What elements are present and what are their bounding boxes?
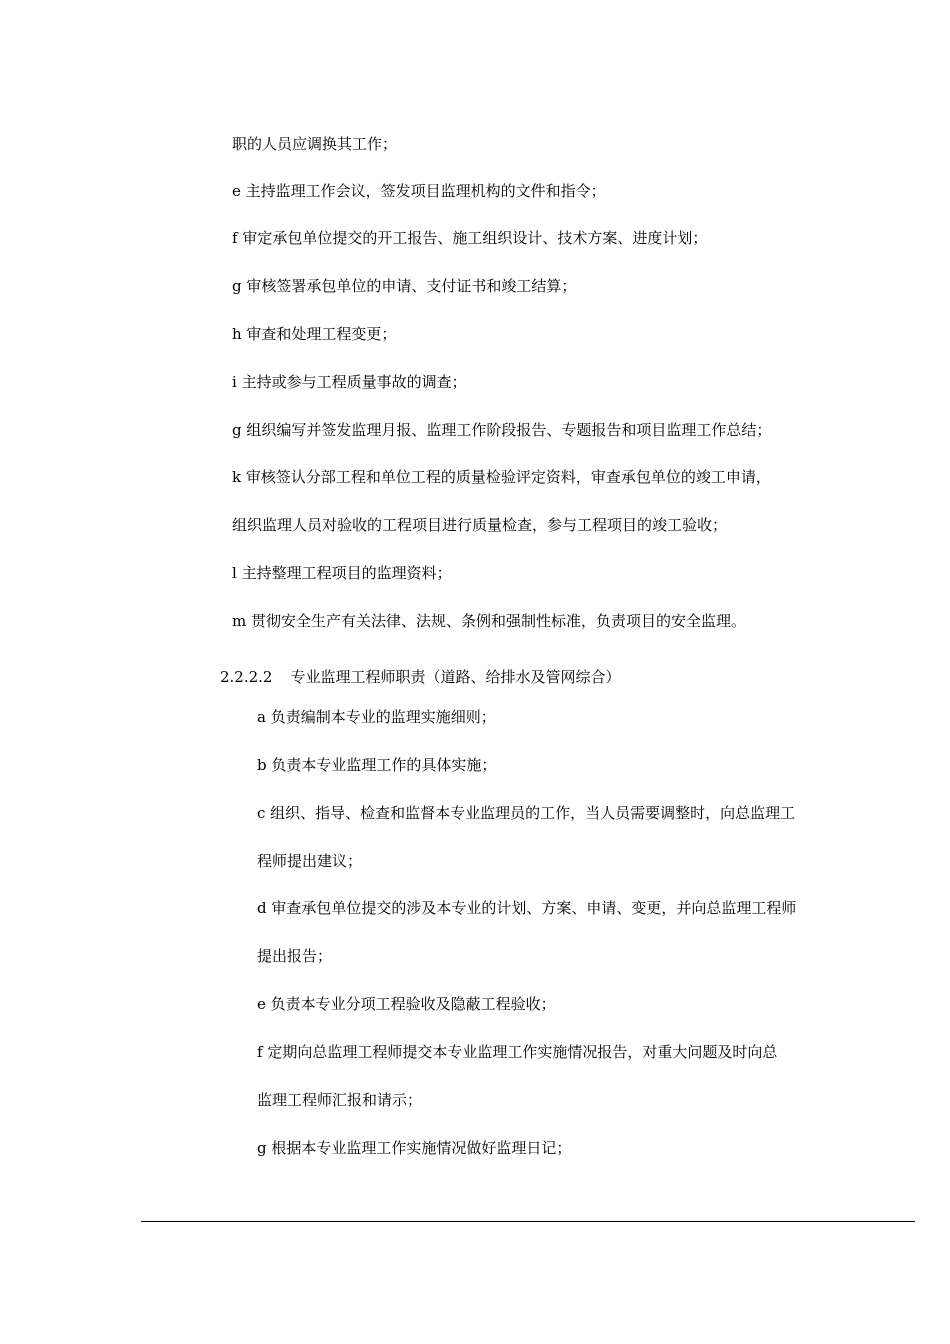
section-heading xyxy=(220,667,621,687)
specialist-item-a: a 负责编制本专业的监理实施细则； xyxy=(257,708,496,726)
specialist-item-d: d 审查承包单位提交的涉及本专业的计划、方案、申请、变更，并向总监理工程师 xyxy=(257,899,797,917)
specialist-item-f: f 定期向总监理工程师提交本专业监理工作实施情况报告，对重大问题及时向总 xyxy=(257,1043,778,1061)
section-number: 2.2.2.2 xyxy=(220,668,273,686)
section-title: 专业监理工程师职责（道路、给排水及管网综合） xyxy=(290,668,621,686)
duty-item-k-continuation: 组织监理人员对验收的工程项目进行质量检查，参与工程项目的竣工验收； xyxy=(232,516,728,534)
specialist-item-c-continuation: 程师提出建议； xyxy=(257,852,363,870)
specialist-item-d-continuation: 提出报告； xyxy=(257,947,333,965)
duty-item-i: i 主持或参与工程质量事故的调查； xyxy=(232,373,467,391)
specialist-item-c: c 组织、指导、检查和监督本专业监理员的工作，当人员需要调整时，向总监理工 xyxy=(257,804,796,822)
footer-divider xyxy=(141,1221,915,1222)
specialist-item-f-continuation: 监理工程师汇报和请示； xyxy=(257,1091,423,1109)
duty-item-m: m 贯彻安全生产有关法律、法规、条例和强制性标准，负责项目的安全监理。 xyxy=(232,612,746,630)
duty-item-e: e 主持监理工作会议，签发项目监理机构的文件和指令； xyxy=(232,182,606,200)
duty-item-k: k 审核签认分部工程和单位工程的质量检验评定资料，审查承包单位的竣工申请， xyxy=(232,468,771,486)
specialist-item-b: b 负责本专业监理工作的具体实施； xyxy=(257,756,497,774)
specialist-item-g: g 根据本专业监理工作实施情况做好监理日记； xyxy=(257,1139,572,1157)
duty-item-f: f 审定承包单位提交的开工报告、施工组织设计、技术方案、进度计划； xyxy=(232,229,708,247)
specialist-item-e: e 负责本专业分项工程验收及隐蔽工程验收； xyxy=(257,995,556,1013)
duty-item-continuation: 职的人员应调换其工作； xyxy=(232,135,398,153)
duty-item-g2: g 组织编写并签发监理月报、监理工作阶段报告、专题报告和项目监理工作总结； xyxy=(232,421,772,439)
duty-item-h: h 审查和处理工程变更； xyxy=(232,325,397,343)
duty-item-g: g 审核签署承包单位的申请、支付证书和竣工结算； xyxy=(232,277,577,295)
duty-item-l: l 主持整理工程项目的监理资料； xyxy=(232,564,452,582)
